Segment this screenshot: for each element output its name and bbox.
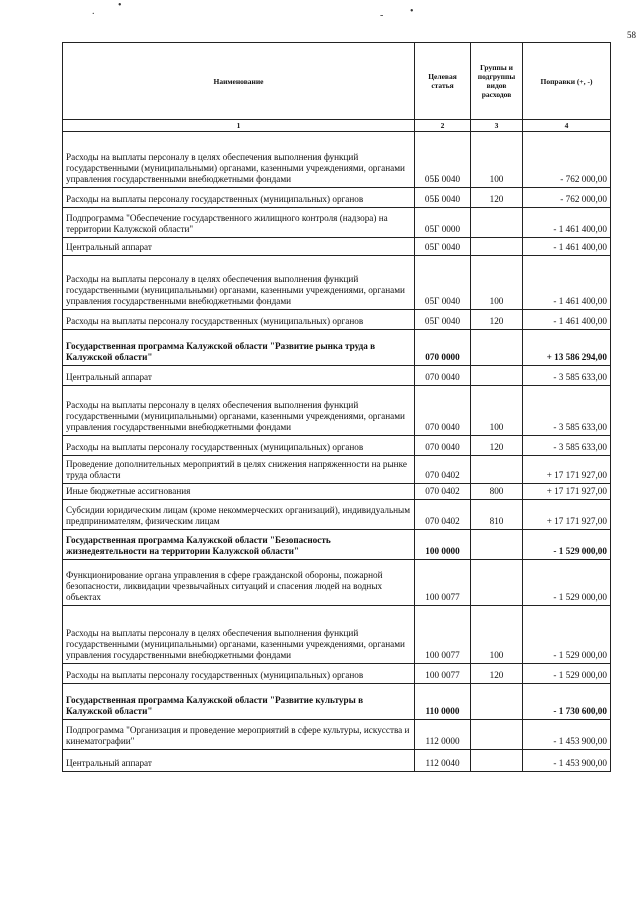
row-amount: - 1 529 000,00: [523, 664, 611, 684]
column-number: 2: [415, 120, 471, 132]
row-article-code: 070 0402: [415, 484, 471, 500]
row-name: Расходы на выплаты персоналу государственных (муниципальных) органов: [63, 188, 415, 208]
row-group-code: 120: [471, 436, 523, 456]
table-row: [63, 720, 611, 750]
row-group-code: [471, 684, 523, 720]
header-group: Группы и подгруппы видов расходов: [471, 43, 523, 120]
table-row: [63, 606, 611, 664]
row-name: Центральный аппарат: [63, 366, 415, 386]
row-article-code: 05Г 0040: [415, 238, 471, 256]
table-row: [63, 484, 611, 500]
scan-speck: •: [410, 6, 414, 17]
table-row: [63, 238, 611, 256]
row-group-code: [471, 330, 523, 366]
row-name: Государственная программа Калужской области "Безопасность жизнедеятельности на территории Калужской области": [63, 530, 415, 560]
column-number-row: [63, 120, 611, 132]
row-article-code: 05Б 0040: [415, 132, 471, 188]
table-row: [63, 366, 611, 386]
table-row: [63, 330, 611, 366]
row-amount: - 1 461 400,00: [523, 310, 611, 330]
row-article-code: 070 0040: [415, 366, 471, 386]
table-row: [63, 256, 611, 310]
row-amount: + 17 171 927,00: [523, 484, 611, 500]
page-number: 58: [627, 30, 636, 40]
row-amount: - 3 585 633,00: [523, 436, 611, 456]
row-article-code: 070 0000: [415, 330, 471, 366]
row-group-code: [471, 456, 523, 484]
column-number: 4: [523, 120, 611, 132]
row-name: Расходы на выплаты персоналу в целях обеспечения выполнения функций государственными (муниципальными) органами, казенными учреждениями, органами управления государственными внебюджетными фондами: [63, 256, 415, 310]
table-header-row: [63, 43, 611, 120]
column-number: 3: [471, 120, 523, 132]
table-row: [63, 436, 611, 456]
row-amount: - 1 453 900,00: [523, 720, 611, 750]
table-row: [63, 132, 611, 188]
row-article-code: 05Г 0040: [415, 310, 471, 330]
row-article-code: 100 0077: [415, 560, 471, 606]
row-article-code: 070 0040: [415, 386, 471, 436]
row-name: Подпрограмма "Организация и проведение мероприятий в сфере культуры, искусства и кинематографии": [63, 720, 415, 750]
scan-speck: -: [380, 10, 384, 21]
row-article-code: 110 0000: [415, 684, 471, 720]
row-group-code: 100: [471, 256, 523, 310]
row-amount: + 13 586 294,00: [523, 330, 611, 366]
row-name: Подпрограмма "Обеспечение государственного жилищного контроля (надзора) на территории Калужской области": [63, 208, 415, 238]
row-amount: - 3 585 633,00: [523, 386, 611, 436]
table-row: [63, 456, 611, 484]
scan-speck: •: [118, 0, 122, 11]
row-group-code: 100: [471, 386, 523, 436]
table-row: [63, 664, 611, 684]
row-amount: - 1 461 400,00: [523, 208, 611, 238]
row-article-code: 100 0077: [415, 664, 471, 684]
row-amount: + 17 171 927,00: [523, 500, 611, 530]
row-name: Расходы на выплаты персоналу в целях обеспечения выполнения функций государственными (муниципальными) органами, казенными учреждениями, органами управления государственными внебюджетными фондами: [63, 132, 415, 188]
row-group-code: [471, 720, 523, 750]
row-article-code: 100 0000: [415, 530, 471, 560]
table-row: [63, 310, 611, 330]
row-group-code: 120: [471, 188, 523, 208]
budget-table-sheet: [62, 42, 610, 772]
row-name: Субсидии юридическим лицам (кроме некоммерческих организаций), индивидуальным предпринимателям, физическим лицам: [63, 500, 415, 530]
row-group-code: 100: [471, 606, 523, 664]
row-name: Расходы на выплаты персоналу государственных (муниципальных) органов: [63, 310, 415, 330]
row-amount: - 1 529 000,00: [523, 530, 611, 560]
row-article-code: 070 0040: [415, 436, 471, 456]
row-name: Иные бюджетные ассигнования: [63, 484, 415, 500]
row-article-code: 05Б 0040: [415, 188, 471, 208]
row-group-code: [471, 366, 523, 386]
row-group-code: [471, 208, 523, 238]
row-amount: - 762 000,00: [523, 188, 611, 208]
row-name: Государственная программа Калужской области "Развитие культуры в Калужской области": [63, 684, 415, 720]
row-name: Центральный аппарат: [63, 238, 415, 256]
row-group-code: 800: [471, 484, 523, 500]
row-group-code: [471, 750, 523, 772]
row-name: Центральный аппарат: [63, 750, 415, 772]
table-row: [63, 750, 611, 772]
column-number: 1: [63, 120, 415, 132]
header-name: Наименование: [63, 43, 415, 120]
table-row: [63, 208, 611, 238]
row-amount: - 1 461 400,00: [523, 238, 611, 256]
row-amount: - 1 453 900,00: [523, 750, 611, 772]
row-name: Функционирование органа управления в сфере гражданской обороны, пожарной безопасности, ликвидации чрезвычайных ситуаций и спасения людей на водных объектах: [63, 560, 415, 606]
budget-amendments-table: [62, 42, 611, 772]
row-group-code: 120: [471, 664, 523, 684]
header-article: Целевая статья: [415, 43, 471, 120]
table-row: [63, 386, 611, 436]
row-name: Расходы на выплаты персоналу государственных (муниципальных) органов: [63, 436, 415, 456]
row-article-code: 112 0000: [415, 720, 471, 750]
row-group-code: 100: [471, 132, 523, 188]
row-amount: + 17 171 927,00: [523, 456, 611, 484]
row-amount: - 762 000,00: [523, 132, 611, 188]
row-name: Государственная программа Калужской области "Развитие рынка труда в Калужской области": [63, 330, 415, 366]
row-name: Расходы на выплаты персоналу в целях обеспечения выполнения функций государственными (муниципальными) органами, казенными учреждениями, органами управления государственными внебюджетными фондами: [63, 606, 415, 664]
row-group-code: [471, 238, 523, 256]
table-row: [63, 560, 611, 606]
row-article-code: 070 0402: [415, 500, 471, 530]
row-amount: - 1 529 000,00: [523, 606, 611, 664]
table-row: [63, 500, 611, 530]
row-article-code: 070 0402: [415, 456, 471, 484]
row-article-code: 112 0040: [415, 750, 471, 772]
row-amount: - 3 585 633,00: [523, 366, 611, 386]
row-amount: - 1 730 600,00: [523, 684, 611, 720]
row-article-code: 100 0077: [415, 606, 471, 664]
table-row: [63, 188, 611, 208]
scan-speck: .: [92, 6, 95, 17]
row-name: Расходы на выплаты персоналу государственных (муниципальных) органов: [63, 664, 415, 684]
row-group-code: [471, 530, 523, 560]
row-name: Расходы на выплаты персоналу в целях обеспечения выполнения функций государственными (муниципальными) органами, казенными учреждениями, органами управления государственными внебюджетными фондами: [63, 386, 415, 436]
row-article-code: 05Г 0040: [415, 256, 471, 310]
table-row: [63, 530, 611, 560]
row-name: Проведение дополнительных мероприятий в целях снижения напряженности на рынке труда области: [63, 456, 415, 484]
header-amendments: Поправки (+, -): [523, 43, 611, 120]
row-amount: - 1 529 000,00: [523, 560, 611, 606]
table-row: [63, 684, 611, 720]
row-group-code: 120: [471, 310, 523, 330]
row-group-code: 810: [471, 500, 523, 530]
row-amount: - 1 461 400,00: [523, 256, 611, 310]
row-group-code: [471, 560, 523, 606]
row-article-code: 05Г 0000: [415, 208, 471, 238]
